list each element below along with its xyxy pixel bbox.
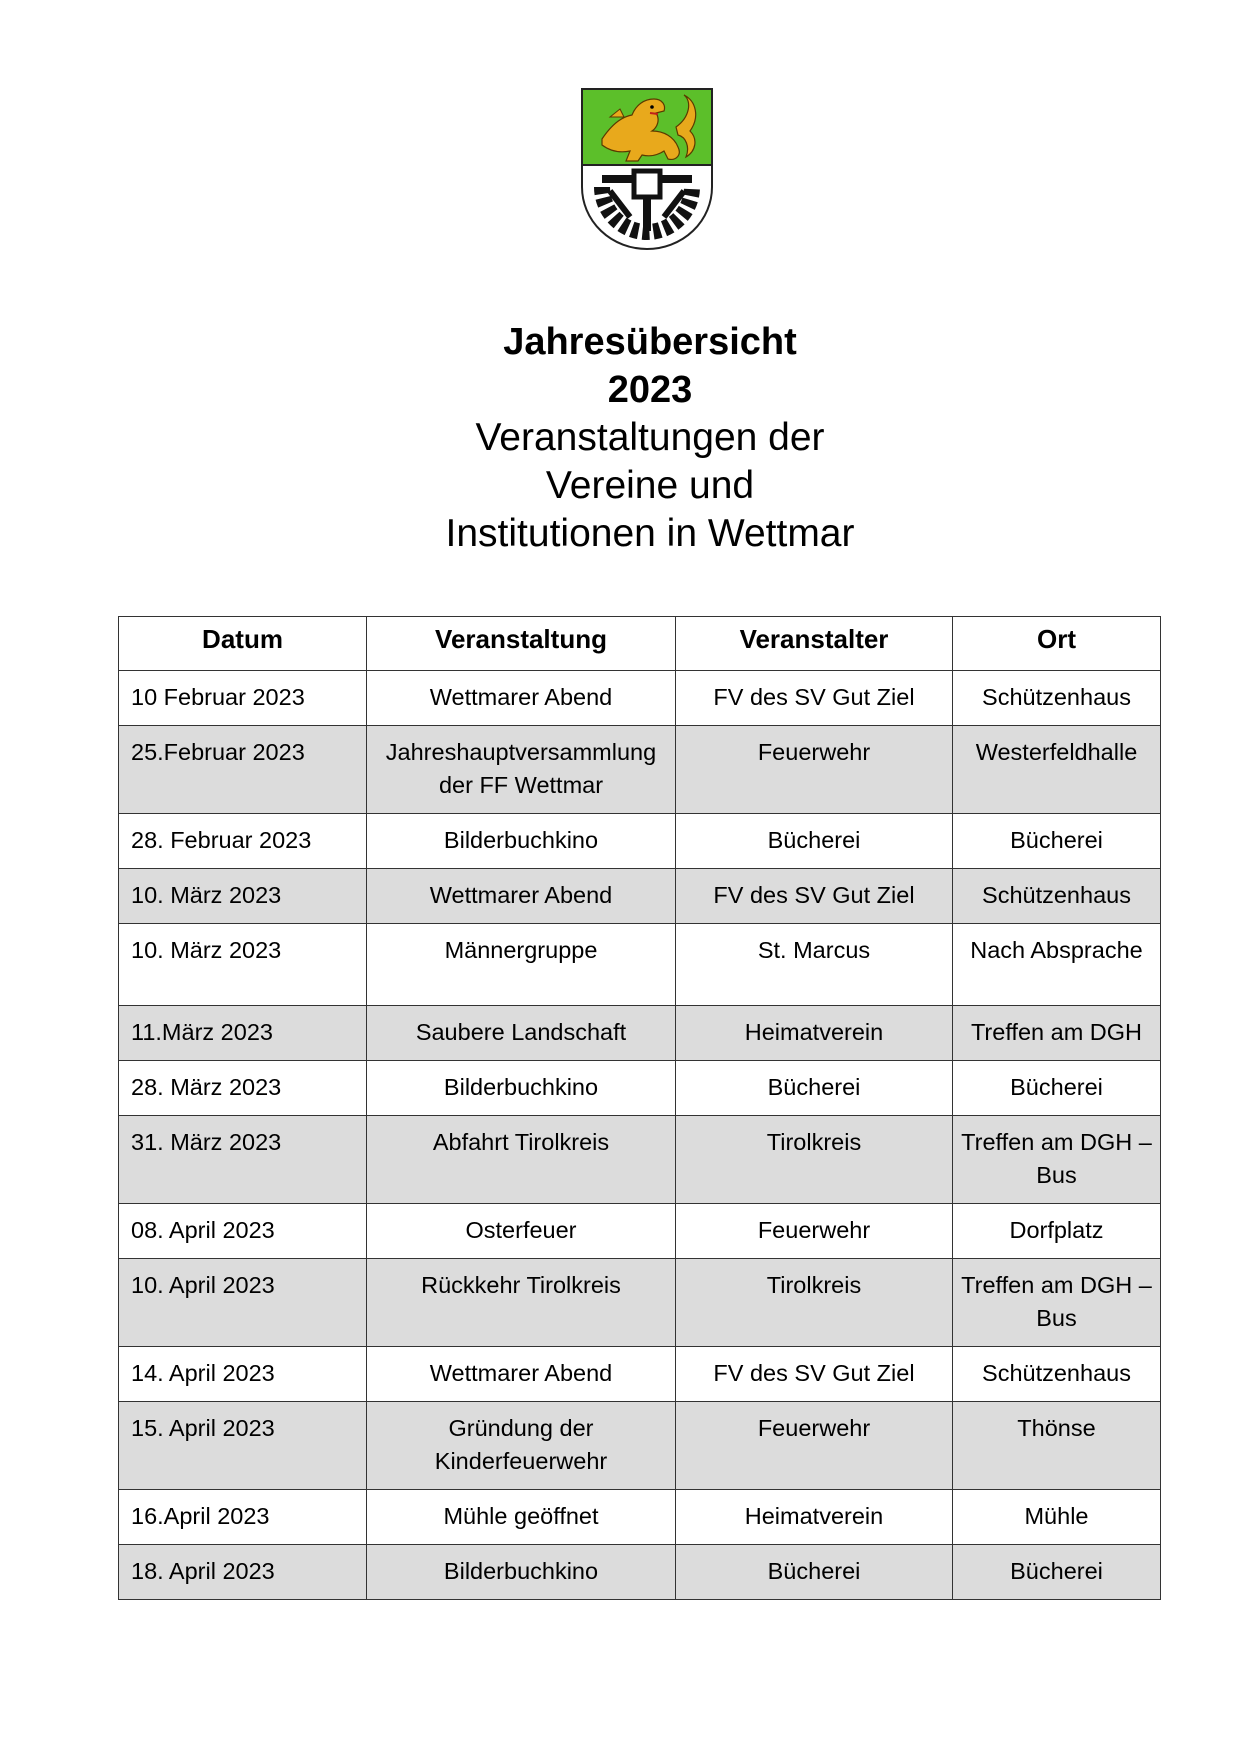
cell-date: 10 Februar 2023 bbox=[119, 671, 367, 726]
cell-organizer: Bücherei bbox=[676, 1545, 953, 1600]
cell-organizer: Heimatverein bbox=[676, 1006, 953, 1061]
cell-location: Nach Absprache bbox=[953, 924, 1161, 1006]
cell-date: 10. März 2023 bbox=[119, 924, 367, 1006]
cell-location: Treffen am DGH – Bus bbox=[953, 1116, 1161, 1204]
coat-of-arms-logo bbox=[580, 87, 714, 252]
table-row bbox=[119, 726, 1161, 814]
cell-event: Saubere Landschaft bbox=[367, 1006, 676, 1061]
table-row bbox=[119, 814, 1161, 869]
cell-location: Schützenhaus bbox=[953, 1347, 1161, 1402]
cell-organizer: Bücherei bbox=[676, 1061, 953, 1116]
table-row bbox=[119, 1347, 1161, 1402]
table-header-row bbox=[119, 617, 1161, 671]
table-row bbox=[119, 1116, 1161, 1204]
cell-organizer: Bücherei bbox=[676, 814, 953, 869]
cell-date: 11.März 2023 bbox=[119, 1006, 367, 1061]
cell-organizer: Heimatverein bbox=[676, 1490, 953, 1545]
cell-event: Jahreshauptversammlung der FF Wettmar bbox=[367, 726, 676, 814]
cell-organizer: FV des SV Gut Ziel bbox=[676, 869, 953, 924]
table-row bbox=[119, 1545, 1161, 1600]
cell-organizer: St. Marcus bbox=[676, 924, 953, 1006]
cell-date: 10. März 2023 bbox=[119, 869, 367, 924]
cell-date: 10. April 2023 bbox=[119, 1259, 367, 1347]
title-main: Jahresübersicht bbox=[503, 321, 797, 363]
header-datum: Datum bbox=[119, 617, 367, 671]
title-year: 2023 bbox=[607, 369, 693, 411]
table-row bbox=[119, 1259, 1161, 1347]
cell-organizer: Tirolkreis bbox=[676, 1116, 953, 1204]
cell-event: Bilderbuchkino bbox=[367, 1061, 676, 1116]
cell-location: Schützenhaus bbox=[953, 869, 1161, 924]
cell-event: Abfahrt Tirolkreis bbox=[367, 1116, 676, 1204]
cell-location: Thönse bbox=[953, 1402, 1161, 1490]
cell-date: 18. April 2023 bbox=[119, 1545, 367, 1600]
cell-organizer: Feuerwehr bbox=[676, 1204, 953, 1259]
cell-event: Rückkehr Tirolkreis bbox=[367, 1259, 676, 1347]
cell-event: Mühle geöffnet bbox=[367, 1490, 676, 1545]
events-table bbox=[118, 616, 1161, 1600]
cell-date: 28. Februar 2023 bbox=[119, 814, 367, 869]
cell-organizer: Tirolkreis bbox=[676, 1259, 953, 1347]
cell-event: Bilderbuchkino bbox=[367, 814, 676, 869]
table-row bbox=[119, 671, 1161, 726]
cell-event: Bilderbuchkino bbox=[367, 1545, 676, 1600]
cell-location: Bücherei bbox=[953, 1061, 1161, 1116]
table-row bbox=[119, 1061, 1161, 1116]
cell-location: Bücherei bbox=[953, 1545, 1161, 1600]
cell-location: Dorfplatz bbox=[953, 1204, 1161, 1259]
cell-location: Treffen am DGH – Bus bbox=[953, 1259, 1161, 1347]
subtitle-line-2: Vereine und bbox=[545, 464, 755, 507]
cell-event: Wettmarer Abend bbox=[367, 671, 676, 726]
header-veranstaltung: Veranstaltung bbox=[367, 617, 676, 671]
cell-date: 31. März 2023 bbox=[119, 1116, 367, 1204]
table-row bbox=[119, 1402, 1161, 1490]
cell-location: Westerfeldhalle bbox=[953, 726, 1161, 814]
cell-location: Mühle bbox=[953, 1490, 1161, 1545]
cell-date: 08. April 2023 bbox=[119, 1204, 367, 1259]
cell-event: Gründung der Kinderfeuerwehr bbox=[367, 1402, 676, 1490]
cell-event: Wettmarer Abend bbox=[367, 869, 676, 924]
cell-date: 15. April 2023 bbox=[119, 1402, 367, 1490]
table-row bbox=[119, 1006, 1161, 1061]
cell-location: Bücherei bbox=[953, 814, 1161, 869]
cell-date: 28. März 2023 bbox=[119, 1061, 367, 1116]
cell-organizer: Feuerwehr bbox=[676, 1402, 953, 1490]
cell-date: 25.Februar 2023 bbox=[119, 726, 367, 814]
header-ort: Ort bbox=[953, 617, 1161, 671]
cell-organizer: Feuerwehr bbox=[676, 726, 953, 814]
header-veranstalter: Veranstalter bbox=[676, 617, 953, 671]
cell-date: 14. April 2023 bbox=[119, 1347, 367, 1402]
cell-event: Osterfeuer bbox=[367, 1204, 676, 1259]
table-row bbox=[119, 924, 1161, 1006]
title-block bbox=[0, 318, 1240, 558]
cell-date: 16.April 2023 bbox=[119, 1490, 367, 1545]
subtitle-line-3: Institutionen in Wettmar bbox=[445, 512, 855, 555]
cell-event: Wettmarer Abend bbox=[367, 1347, 676, 1402]
cell-location: Treffen am DGH bbox=[953, 1006, 1161, 1061]
cell-event: Männergruppe bbox=[367, 924, 676, 1006]
cell-organizer: FV des SV Gut Ziel bbox=[676, 671, 953, 726]
cell-location: Schützenhaus bbox=[953, 671, 1161, 726]
table-row bbox=[119, 1204, 1161, 1259]
table-row bbox=[119, 869, 1161, 924]
cell-organizer: FV des SV Gut Ziel bbox=[676, 1347, 953, 1402]
table-row bbox=[119, 1490, 1161, 1545]
subtitle-line-1: Veranstaltungen der bbox=[475, 416, 825, 459]
